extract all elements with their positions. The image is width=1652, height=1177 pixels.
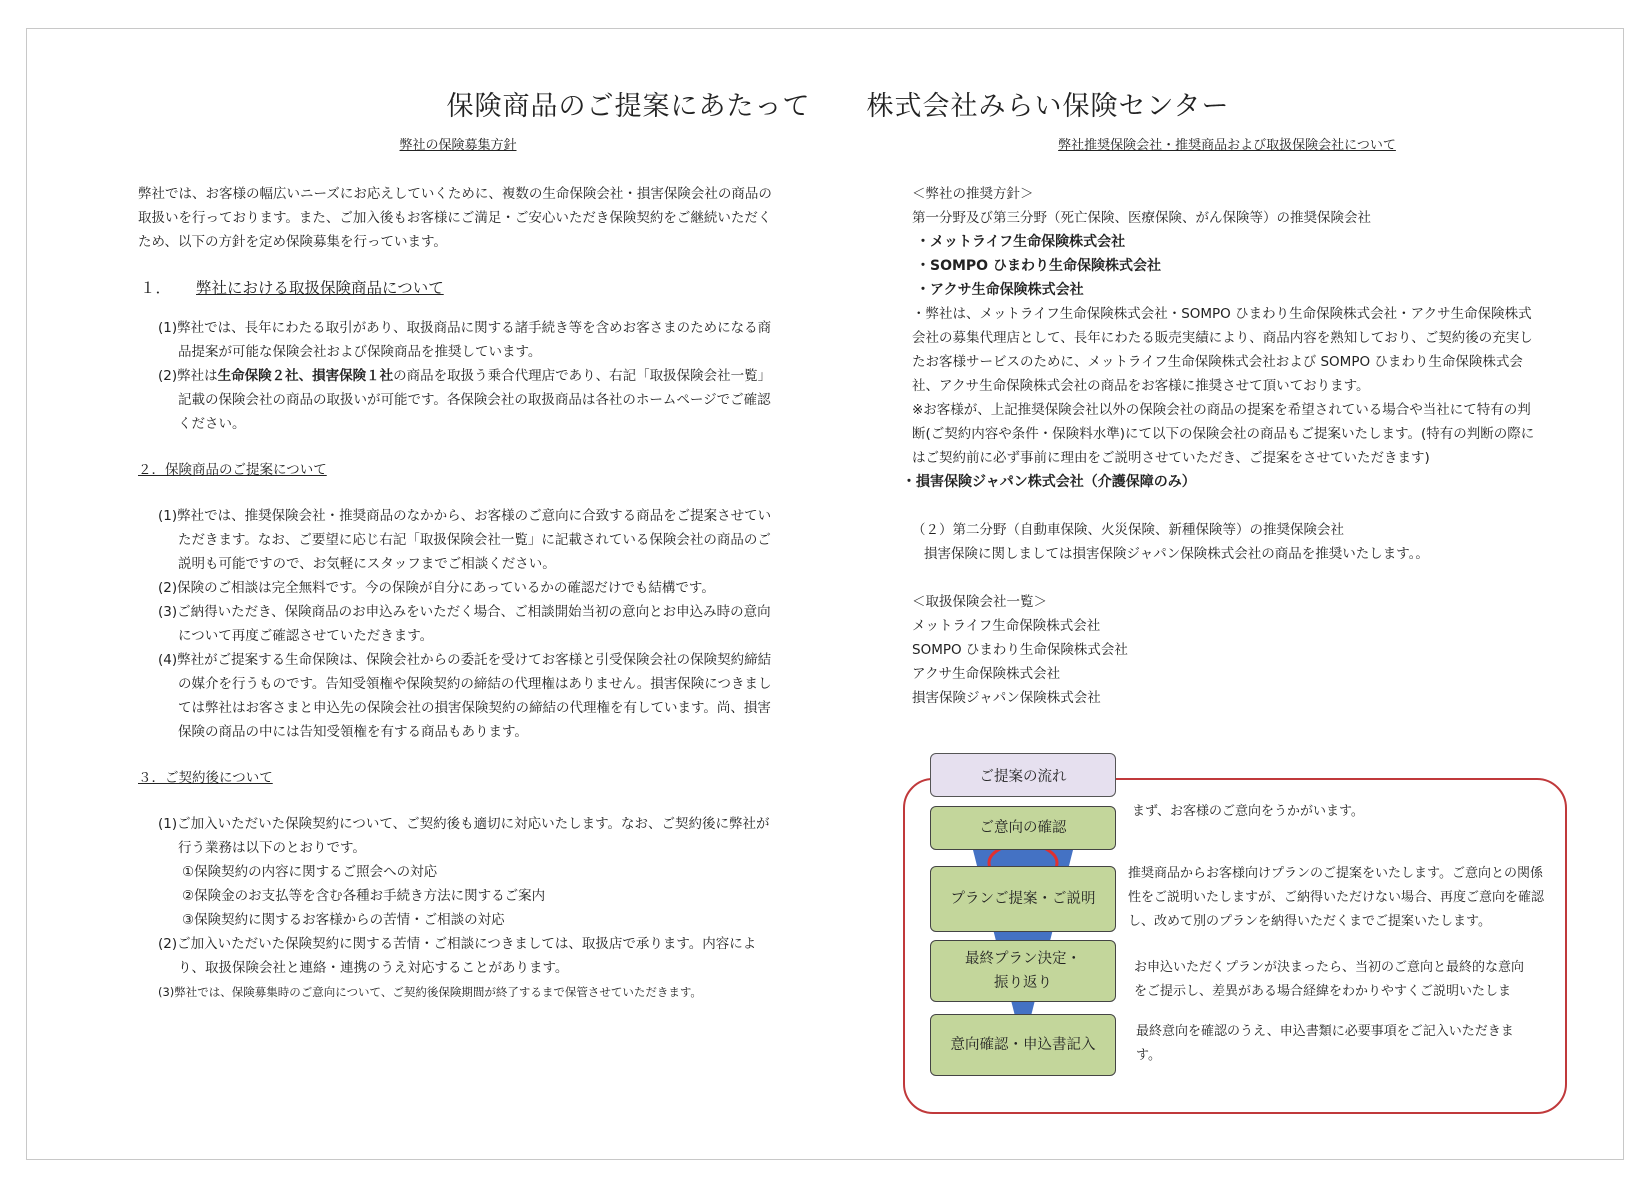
flow-step-1-desc: まず、お客様のご意向をうかがいます。 — [1132, 804, 1364, 819]
section1-items — [138, 316, 778, 436]
section3-sub-1: ①保険契約の内容に関するご照会への対応 — [182, 864, 438, 880]
recommend-note: ※お客様が、上記推奨保険会社以外の保険会社の商品の提案を希望されている場合や当社にて特有の判断(ご契約内容や条件・保険料水準)にて以下の保険会社の商品もご提案いたします。(特有の判断の際にはご契約前に必ず事前に理由をご説明させていただき、ご提案をさせていただきます) — [912, 402, 1535, 466]
company-list-item-2: SOMPO ひまわり生命保険株式会社 — [912, 642, 1128, 658]
section2-items — [138, 504, 778, 744]
flow-step-3-line-2: 振り返り — [994, 975, 1052, 991]
section1-item-2-a: (2)弊社は — [158, 368, 218, 384]
section3-item-2: (2)ご加入いただいた保険契約に関する苦情・ご相談につきましては、取扱店で承ります。内容により、取扱保険会社と連絡・連携のうえ対応することがあります。 — [158, 936, 757, 976]
section1-item-2-bold: 生命保険２社、損害保険１社 — [217, 368, 394, 384]
recommended-company-1: ・メットライフ生命保険株式会社 — [916, 234, 1126, 250]
field2-desc: 損害保険に関しましては損害保険ジャパン保険株式会社の商品を推奨いたします。。 — [924, 546, 1429, 562]
right-heading: 弊社推奨保険会社・推奨商品および取扱保険会社について — [1058, 138, 1396, 153]
section3-item-3: (3)弊社では、保険募集時のご意向について、ご契約後保険期間が終了するまで保管させていただきます。 — [158, 985, 702, 999]
section1-item-2 — [158, 364, 778, 436]
section1-item-2-c: の商品を取扱う乗合代理店であり、右記「取扱保険会社一覧」記載の保険会社の商品の取扱いが可能です。各保険会社の取扱商品は各社のホームページでご確認ください。 — [178, 368, 772, 432]
flow-step-4: 意向確認・申込書記入 — [930, 1014, 1116, 1076]
right-column — [902, 134, 1542, 710]
section1-title-text: 弊社における取扱保険商品について — [196, 279, 444, 297]
section3-sub-2: ②保険金のお支払等を含む各種お手続き方法に関するご案内 — [182, 888, 546, 904]
section2-item-4: (4)弊社がご提案する生命保険は、保険会社からの委託を受けてお客様と引受保険会社の保険契約締結の媒介を行うものです。告知受領権や保険契約の締結の代理権はありません。損害保険につきましては弊社はお客さまと申込先の保険会社の損害保険契約の締結の代理権を有しています。尚、損害保険の商品の中には告知受領権を有する商品もあります。 — [158, 652, 772, 740]
page-title: 保険商品のご提案にあたって 株式会社みらい保険センター — [446, 91, 1230, 122]
section3-sub-3: ③保険契約に関するお客様からの苦情・ご相談の対応 — [182, 912, 505, 928]
section1-item-1: (1)弊社では、長年にわたる取引があり、取扱商品に関する諸手続き等を含めお客さまのためになる商品提案が可能な保険会社および保険商品を推奨しています。 — [158, 320, 772, 360]
left-column — [138, 134, 778, 1026]
flow-step-1: ご意向の確認 — [930, 806, 1116, 850]
section2-item-1: (1)弊社では、推奨保険会社・推奨商品のなかから、お客様のご意向に合致する商品をご提案させていただきます。なお、ご要望に応じ右記「取扱保険会社一覧」に記載されている保険会社の商品のご説明も可能ですので、お気軽にスタッフまでご相談ください。 — [158, 508, 772, 572]
section1-title — [140, 276, 778, 300]
section3-item-1: (1)ご加入いただいた保険契約について、ご契約後も適切に対応いたします。なお、ご契約後に弊社が行う業務は以下のとおりです。 — [158, 816, 770, 856]
section2-item-3: (3)ご納得いただき、保険商品のお申込みをいただく場合、ご相談開始当初の意向とお申込み時の意向について再度ご確認させていただきます。 — [158, 604, 771, 644]
intro-paragraph: 弊社では、お客様の幅広いニーズにお応えしていくために、複数の生命保険会社・損害保険会社の商品の取扱いを行っております。また、ご加入後もお客様にご満足・ご安心いただき保険契約をご継続いただくため、以下の方針を定め保険募集を行っています。 — [138, 186, 772, 250]
flow-step-3 — [930, 940, 1116, 1002]
list-label: ＜取扱保険会社一覧＞ — [912, 594, 1047, 610]
recommended-company-3: ・アクサ生命保険株式会社 — [916, 282, 1084, 298]
left-heading: 弊社の保険募集方針 — [399, 138, 517, 153]
section3-title: ３．ご契約後について — [138, 770, 273, 786]
company-list-item-4: 損害保険ジャパン保険株式会社 — [912, 690, 1101, 706]
section3-items — [138, 812, 778, 1004]
flow-header: ご提案の流れ — [930, 753, 1116, 797]
extra-company: ・損害保険ジャパン株式会社（介護保障のみ） — [902, 474, 1196, 490]
field1-text: 第一分野及び第三分野（死亡保険、医療保険、がん保険等）の推奨保険会社 — [912, 210, 1371, 226]
section2-item-2: (2)保険のご相談は完全無料です。今の保険が自分にあっているかの確認だけでも結構です。 — [158, 580, 715, 596]
recommended-company-2: ・SOMPO ひまわり生命保険株式会社 — [916, 258, 1161, 274]
policy-label: ＜弊社の推奨方針＞ — [912, 186, 1034, 202]
flow-step-3-line-1: 最終プラン決定・ — [965, 951, 1081, 967]
field2-text: （２）第二分野（自動車保険、火災保険、新種保険等）の推奨保険会社 — [912, 522, 1344, 538]
company-list-item-1: メットライフ生命保険株式会社 — [912, 618, 1101, 634]
flow-step-2: プランご提案・ご説明 — [930, 866, 1116, 932]
section2-title: ２．保険商品のご提案について — [138, 462, 327, 478]
section1-number: １． — [140, 279, 172, 297]
recommend-reason: ・弊社は、メットライフ生命保険株式会社・SOMPO ひまわり生命保険株式会社・アクサ生命保険株式会社の募集代理店として、長年にわたる販売実績により、商品内容を熟知しており、ご契約後の充実したお客様サービスのために、メットライフ生命保険株式会社および SOMPO ひまわり生命保険株式会社、アクサ生命保険株式会社の商品をお客様に推奨させて頂いております。 — [912, 306, 1533, 394]
flow-step-2-desc: 推奨商品からお客様向けプランのご提案をいたします。ご意向との関係性をご説明いたしますが、ご納得いただけない場合、再度ご意向を確認し、改めて別のプランを納得いただくまでご提案いたします。 — [1128, 866, 1545, 929]
flow-step-4-desc: 最終意向を確認のうえ、申込書類に必要事項をご記入いただきます。 — [1136, 1024, 1514, 1063]
company-list-item-3: アクサ生命保険株式会社 — [912, 666, 1061, 682]
flow-step-3-desc: お申込いただくプランが決まったら、当初のご意向と最終的な意向をご提示し、差異がある場合経緯をわかりやすくご説明いたしま — [1134, 960, 1525, 999]
